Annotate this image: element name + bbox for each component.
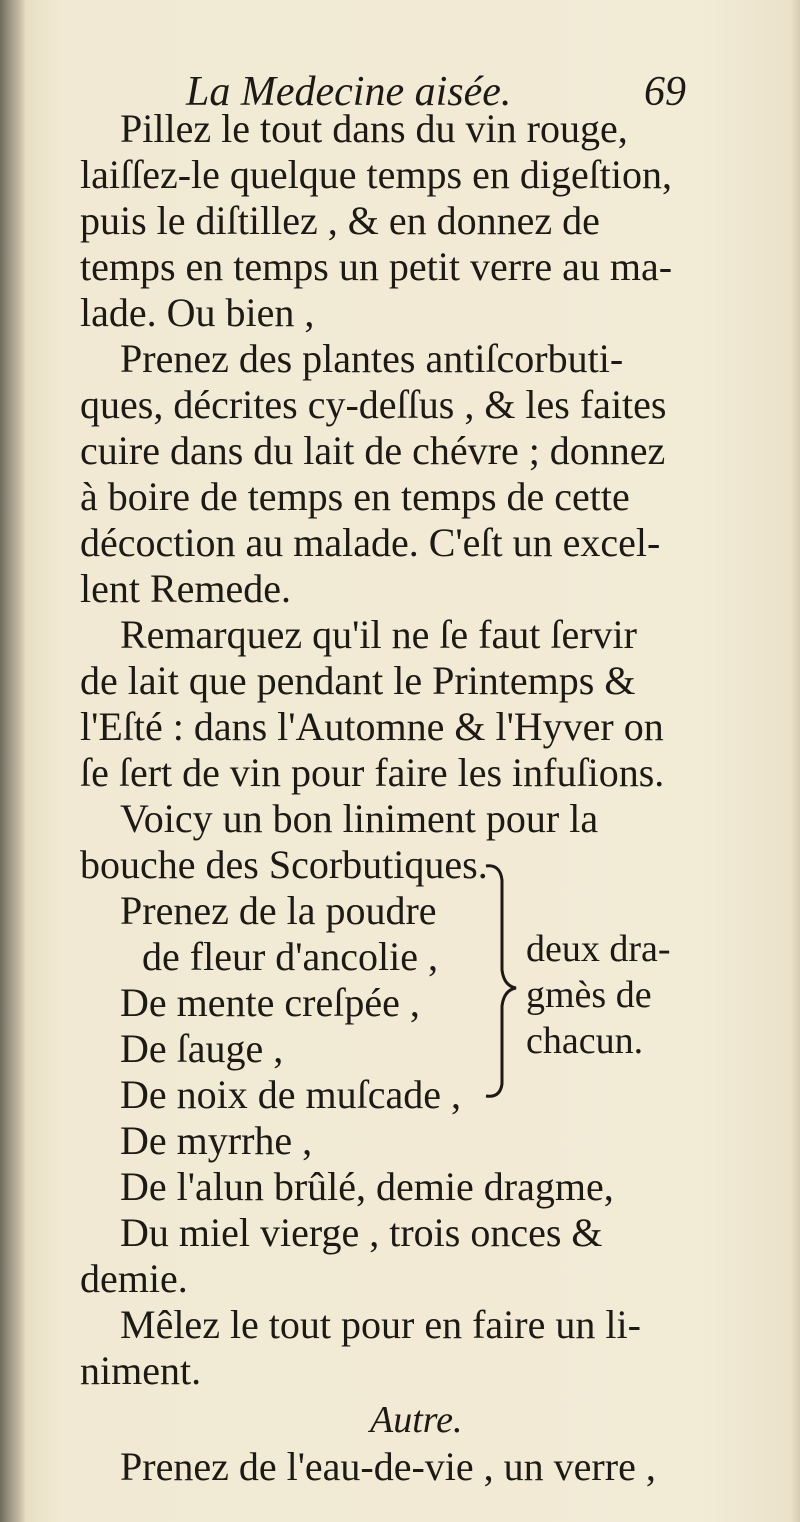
text-line: De l'alun brûlé, demie dragme, <box>120 1164 614 1209</box>
text-line: ſe ſert de vin pour faire les infuſions. <box>80 750 665 795</box>
text-line: bouche des Scorbutiques. <box>80 842 488 887</box>
recipe-item: De myrrhe , <box>120 1118 313 1163</box>
running-title: La Medecine aisée. <box>186 69 512 115</box>
recipe-item: de fleur d'ancolie , <box>142 934 438 979</box>
text-line: laiſſez-le quelque temps en digeſtion, <box>80 152 673 197</box>
text-line: de lait que pendant le Printemps & <box>80 658 636 703</box>
curly-brace <box>482 860 522 1100</box>
book-gutter <box>0 0 26 1522</box>
text-line: Pillez le tout dans du vin rouge, <box>120 106 628 151</box>
text-line: demie. <box>80 1256 188 1301</box>
text-line: Prenez des plantes antiſcorbuti- <box>120 336 624 381</box>
text-line: à boire de temps en temps de cette <box>80 474 630 519</box>
text-line: décoction au malade. C'eſt un excel- <box>80 520 661 565</box>
recipe-item: De ſauge , <box>120 1026 284 1071</box>
recipe-item: Prenez de la poudre <box>120 888 437 933</box>
text-line: cuire dans du lait de chévre ; donnez <box>80 428 666 473</box>
text-line: Remarquez qu'il ne ſe faut ſervir <box>120 612 637 657</box>
recipe-dose <box>526 926 696 1064</box>
recipe-item: De noix de muſcade , <box>120 1072 461 1117</box>
text-line: ques, décrites cy-deſſus , & les faites <box>80 382 667 427</box>
dose-line: chacun. <box>526 1020 644 1062</box>
text-line: Prenez de l'eau-de-vie , un verre , <box>120 1444 656 1489</box>
text-line: lade. Ou bien , <box>80 290 315 335</box>
text-line: Mêlez le tout pour en faire un li- <box>120 1302 641 1347</box>
dose-line: gmès de <box>526 974 652 1016</box>
text-line: Voicy un bon liniment pour la <box>120 796 599 841</box>
text-line: niment. <box>80 1348 202 1393</box>
page-number: 69 <box>644 69 686 115</box>
text-line: lent Remede. <box>80 566 292 611</box>
dose-line: deux dra- <box>526 928 671 970</box>
recipe-item: De mente creſpée , <box>120 980 420 1025</box>
text-line: puis le diſtillez , & en donnez de <box>80 198 600 243</box>
text-line: temps en temps un petit verre au ma- <box>80 244 673 289</box>
text-line: l'Eſté : dans l'Automne & l'Hyver on <box>80 704 664 749</box>
section-heading: Autre. <box>370 1399 463 1441</box>
text-line: Du miel vierge , trois onces & <box>120 1210 603 1255</box>
